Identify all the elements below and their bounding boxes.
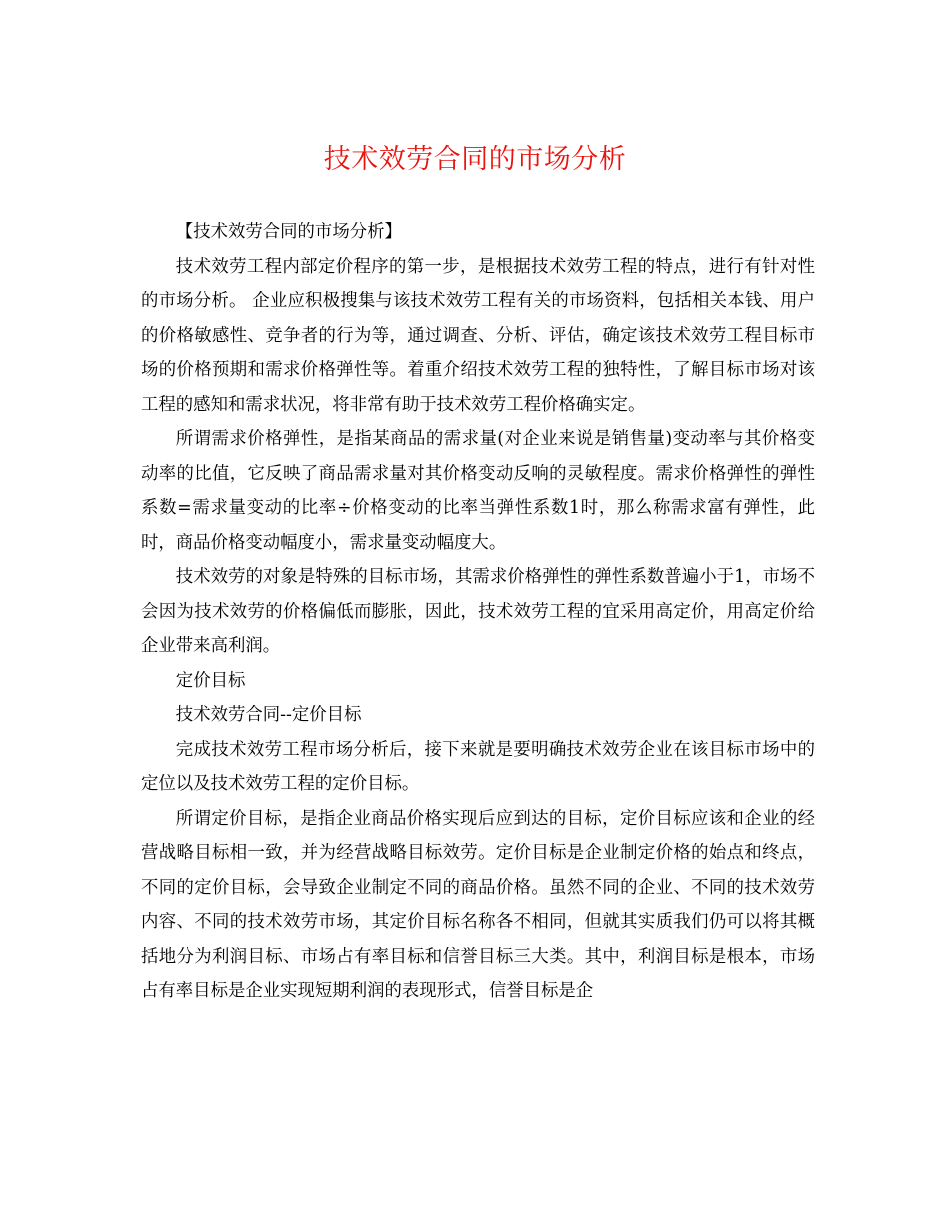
paragraph-heading-bracket: 【技术效劳合同的市场分析】: [175, 222, 402, 242]
document-title: 技术效劳合同的市场分析: [323, 144, 627, 175]
paragraph-pricing-goal-definition: 所谓定价目标，是指企业商品价格实现后应到达的目标，定价目标应该和企业的经营战略目标相一致，并为经营战略目标效劳。定价目标是企业制定价格的始点和终点，不同的定价目标，会导致企业制定不同的商品价格。虽然不同的企业、不同的技术效劳内容、不同的技术效劳市场，其定价目标名称各不相同，但就其实质我们仍可以将其概括地分为利润目标、市场占有率目标和信誉目标三大类。其中，利润目标是根本，市场占有率目标是企业实现短期利润的表现形式，信誉目标是企: [141, 808, 815, 1001]
paragraph-special-market: 技术效劳的对象是特殊的目标市场，其需求价格弹性的弹性系数普遍小于1，市场不会因为技术效劳的价格偏低而膨胀，因此，技术效劳工程的宜采用高定价，用高定价给企业带来高利润。: [141, 567, 815, 656]
paragraph-pricing-goal-heading: 定价目标: [175, 670, 246, 691]
paragraph-market-analysis: 技术效劳工程内部定价程序的第一步，是根据技术效劳工程的特点，进行有针对性的市场分析。 企业应积极搜集与该技术效劳工程有关的市场资料，包括相关本钱、用户的价格敏感性、竞争者的行为等，通过调查、分析、评估，确定该技术效劳工程目标市场的价格预期和需求价格弹性等。着重介绍技术效劳工程的独特性，了解目标市场对该工程的感知和需求状况，将非常有助于技术效劳工程价格确实定。: [141, 256, 815, 415]
document-body: [141, 215, 815, 1009]
paragraph-contract-pricing-goal: 技术效劳合同--定价目标: [175, 705, 362, 725]
paragraph-after-analysis: 完成技术效劳工程市场分析后，接下来就是要明确技术效劳企业在该目标市场中的定位以及技术效劳工程的定价目标。: [141, 739, 815, 794]
paragraph-price-elasticity: 所谓需求价格弹性，是指某商品的需求量(对企业来说是销售量)变动率与其价格变动率的比值，它反映了商品需求量对其价格变动反响的灵敏程度。需求价格弹性的弹性系数=需求量变动的比率÷价格变动的比率当弹性系数1时，那么称需求富有弹性，此时，商品价格变动幅度小，需求量变动幅度大。: [141, 429, 815, 553]
